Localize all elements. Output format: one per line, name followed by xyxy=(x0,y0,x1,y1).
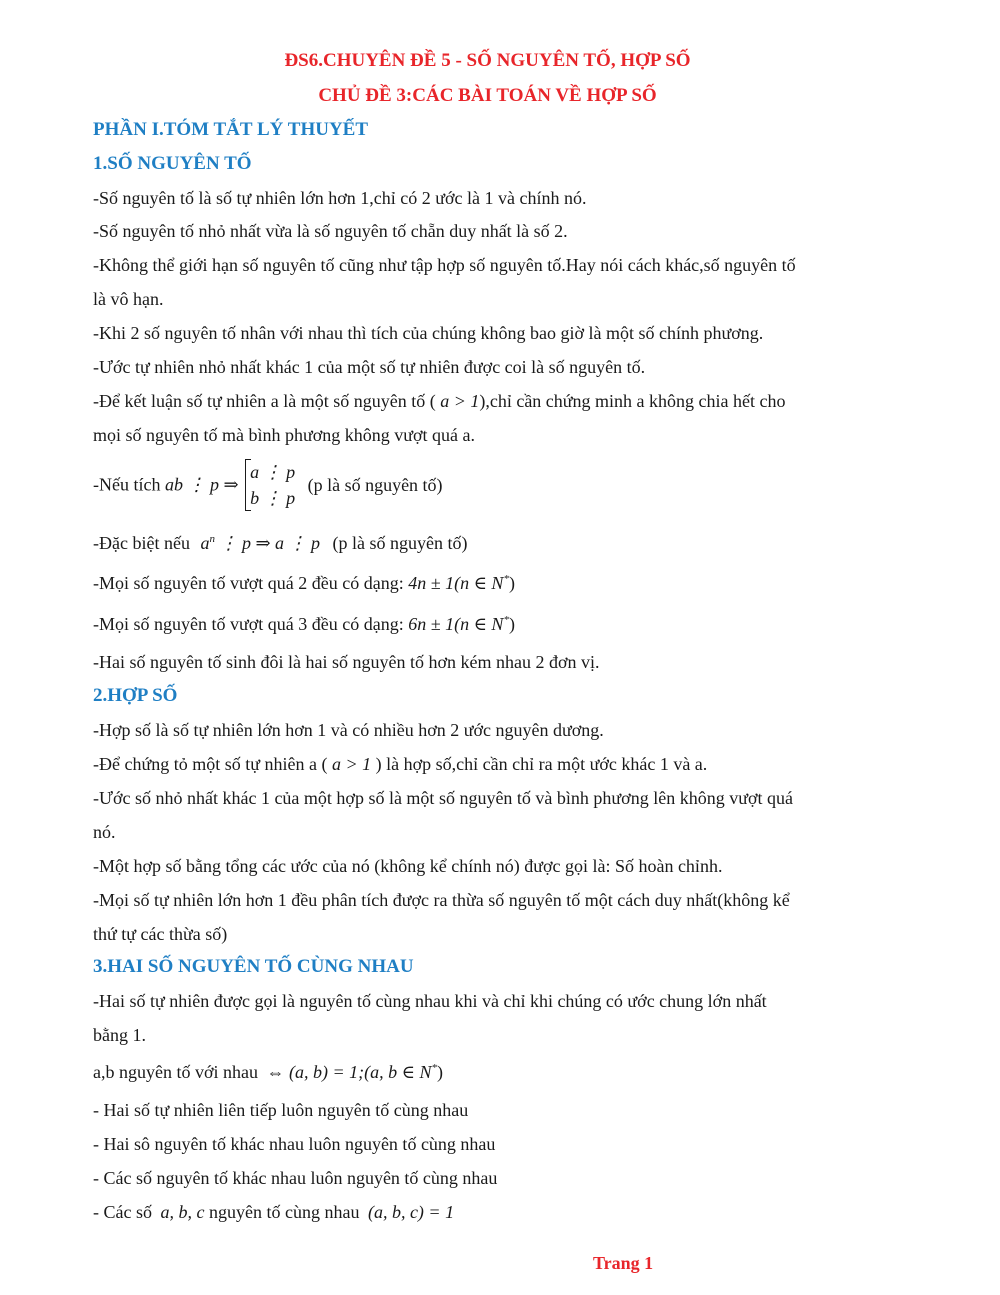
text-line: - Hai số tự nhiên liên tiếp luôn nguyên tố cùng nhau xyxy=(93,1100,469,1120)
text-line: nó. xyxy=(93,822,116,842)
document-title: ĐS6.CHUYÊN ĐỀ 5 - SỐ NGUYÊN TỐ, HỢP SỐ xyxy=(284,50,691,71)
text-fragment: -Để kết luận số tự nhiên a là một số nguyên tố ( xyxy=(93,391,436,411)
text-line xyxy=(93,391,786,412)
text-fragment: -Mọi số nguyên tố vượt quá 3 đều có dạng: xyxy=(93,614,404,634)
text-line: -Hai số nguyên tố sinh đôi là hai số nguyên tố hơn kém nhau 2 đơn vị. xyxy=(93,652,600,672)
text-line: mọi số nguyên tố mà bình phương không vượt quá a. xyxy=(93,425,476,445)
math-superscript: n xyxy=(209,533,215,545)
section-heading-coprime: 3.HAI SỐ NGUYÊN TỐ CÙNG NHAU xyxy=(93,956,414,977)
text-line xyxy=(93,459,443,511)
text-line: -Số nguyên tố là số tự nhiên lớn hơn 1,chỉ có 2 ước là 1 và chính nó. xyxy=(93,188,587,208)
page-number: Trang 1 xyxy=(593,1253,654,1273)
text-line: -Không thể giới hạn số nguyên tố cũng như tập hợp số nguyên tố.Hay nói cách khác,số nguyên tố xyxy=(93,255,796,275)
math-close: ) xyxy=(436,1062,443,1082)
text-fragment: -Mọi số nguyên tố vượt quá 2 đều có dạng: xyxy=(93,573,404,593)
math-expression: (a, b, c) = 1 xyxy=(367,1202,455,1222)
text-line xyxy=(93,533,468,554)
math-expression xyxy=(267,1062,443,1082)
part-heading: PHẦN I.TÓM TẮT LÝ THUYẾT xyxy=(93,119,369,140)
text-line xyxy=(93,614,515,635)
text-line: -Số nguyên tố nhỏ nhất vừa là số nguyên tố chẵn duy nhất là số 2. xyxy=(93,221,568,241)
math-rest: ⋮ p ⇒ a ⋮ p xyxy=(214,533,321,553)
text-line xyxy=(93,573,515,594)
math-body: 4n ± 1(n ∈ N xyxy=(408,573,504,593)
math-close: ) xyxy=(508,614,515,634)
math-expression: a > 1 xyxy=(331,754,372,774)
math-body: 6n ± 1(n ∈ N xyxy=(408,614,504,634)
text-fragment: - Các số xyxy=(93,1202,152,1222)
text-fragment: a,b nguyên tố với nhau xyxy=(93,1062,258,1082)
text-line: thứ tự các thừa số) xyxy=(93,924,228,944)
text-line: -Một hợp số bằng tổng các ước của nó (không kể chính nó) được gọi là: Số hoàn chỉnh. xyxy=(93,856,723,876)
text-line xyxy=(93,1062,443,1083)
math-close: ) xyxy=(508,573,515,593)
math-expression: a > 1 xyxy=(440,391,480,411)
math-base: a xyxy=(200,533,210,553)
text-line: -Hai số tự nhiên được gọi là nguyên tố cùng nhau khi và chỉ khi chúng có ước chung lớn nhất xyxy=(93,991,767,1011)
text-fragment: -Để chứng tỏ một số tự nhiên a ( xyxy=(93,754,328,774)
text-line: -Hợp số là số tự nhiên lớn hơn 1 và có nhiều hơn 2 ước nguyên dương. xyxy=(93,720,604,740)
math-expression: ab ⋮ p ⇒ xyxy=(164,474,239,495)
text-line xyxy=(93,754,707,775)
text-line: - Các số nguyên tố khác nhau luôn nguyên tố cùng nhau xyxy=(93,1168,498,1188)
text-line: -Ước số nhỏ nhất khác 1 của một hợp số là một số nguyên tố và bình phương lên không vượt quá xyxy=(93,788,793,808)
text-line xyxy=(93,1202,454,1223)
text-line: - Hai sô nguyên tố khác nhau luôn nguyên tố cùng nhau xyxy=(93,1134,496,1154)
math-expression xyxy=(408,573,515,593)
text-line: là vô hạn. xyxy=(93,289,164,309)
math-body: ⇔ (a, b) = 1;(a, b ∈ N xyxy=(266,1062,432,1082)
text-fragment: ) là hợp số,chỉ cần chỉ ra một ước khác 1 và a. xyxy=(375,754,708,774)
text-fragment: (p là số nguyên tố) xyxy=(307,474,443,495)
math-expression xyxy=(408,614,515,634)
section-heading-composite: 2.HỢP SỐ xyxy=(93,685,178,706)
math-superscript: * xyxy=(503,614,509,626)
text-fragment: -Đặc biệt nếu xyxy=(93,533,190,553)
text-line: -Mọi số tự nhiên lớn hơn 1 đều phân tích được ra thừa số nguyên tố một cách duy nhất(không kể xyxy=(93,890,790,910)
text-line: -Khi 2 số nguyên tố nhân với nhau thì tích của chúng không bao giờ là một số chính phương. xyxy=(93,323,764,343)
document-subtitle: CHỦ ĐỀ 3:CÁC BÀI TOÁN VỀ HỢP SỐ xyxy=(318,85,657,106)
text-fragment: (p là số nguyên tố) xyxy=(332,533,468,553)
text-fragment: -Nếu tích xyxy=(93,474,161,495)
text-line: -Ước tự nhiên nhỏ nhất khác 1 của một số tự nhiên được coi là số nguyên tố. xyxy=(93,357,646,377)
text-fragment: ),chỉ cần chứng minh a không chia hết cho xyxy=(479,391,786,411)
math-expression xyxy=(200,533,320,553)
math-expression: a ⋮ p xyxy=(250,462,296,482)
math-bracket xyxy=(245,459,295,511)
section-heading-prime: 1.SỐ NGUYÊN TỐ xyxy=(93,153,252,174)
math-superscript: * xyxy=(503,573,509,585)
math-expression: a, b, c xyxy=(160,1202,205,1222)
math-expression: b ⋮ p xyxy=(250,488,296,508)
math-superscript: * xyxy=(431,1062,437,1074)
text-fragment: nguyên tố cùng nhau xyxy=(208,1202,360,1222)
text-line: bằng 1. xyxy=(93,1025,146,1045)
